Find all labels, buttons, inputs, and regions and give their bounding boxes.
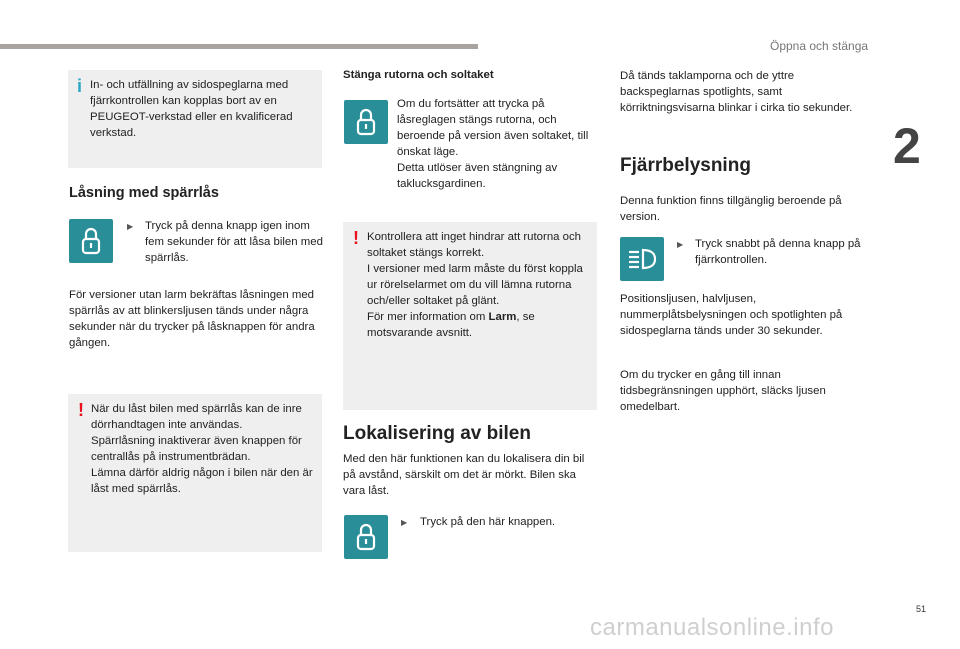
warning-line: I versioner med larm måste du först koppla ur rörelselarmet om du vill lämna rutorna och/eller soltaket på glänt. [367,263,583,307]
bullet-icon: ▶ [677,240,684,249]
windows-warning-text [367,229,593,341]
chapter-title: Öppna och stänga [770,39,869,53]
warning-line: Spärrlåsning inaktiverar även knappen för centrallås på instrumentbrädan. [91,435,302,463]
deadlock-bullet-text: Tryck på denna knapp igen inom fem sekunder för att låsa bilen med spärrlås. [145,220,323,264]
bullet-icon: ▶ [401,518,408,527]
lock-button-icon-1 [69,219,113,263]
lock-button-icon-2 [344,100,388,144]
locate-paragraph: Med den här funktionen kan du lokalisera din bil på avstånd, särskilt om det är mörkt. Bilen ska vara låst. [343,453,585,497]
warning-more-suffix: , se motsvarande avsnitt. [367,311,535,339]
locate-bullet-text: Tryck på den här knappen. [420,516,556,528]
headlight-icon [620,237,664,281]
text-line: Om du fortsätter att trycka på låsreglagen stängs rutorna, och beroende på version även soltaket, till önskat läge. [397,98,589,158]
chapter-number: 2 [893,118,921,174]
warning-line: Kontrollera att inget hindrar att rutorna och soltaket stängs korrekt. [367,231,582,259]
remote-lighting-cancel-paragraph: Om du trycker en gång till innan tidsbegränsningen upphört, släcks ljusen omedelbart. [620,369,826,413]
warning-icon: ! [78,400,84,420]
padlock-icon [69,219,113,263]
section-title-remote-lighting: Fjärrbelysning [620,155,751,176]
section-title-deadlock: Låsning med spärrlås [69,185,219,201]
info-icon: i [77,76,83,96]
page-number: 51 [916,604,927,614]
headlight-button-icon [620,237,664,281]
warning-line: Lämna därför aldrig någon i bilen när den är låst med spärrlås. [91,467,313,495]
warning-line: När du låst bilen med spärrlås kan de inre dörrhandtagen inte användas. [91,403,302,431]
remote-lighting-bullet-text: Tryck snabbt på denna knapp på fjärrkontrollen. [695,238,861,266]
section-title-locate: Lokalisering av bilen [343,423,531,444]
deadlock-paragraph: För versioner utan larm bekräftas låsningen med spärrlås av att blinkersljusen tänds under några sekunder när du trycker på låsknappen för andra gången. [69,289,315,349]
subheading-close-windows: Stänga rutorna och soltaket [343,69,494,81]
text-line: Detta utlöser även stängning av taklucksgardinen. [397,162,558,190]
info-note-text: In- och utfällning av sidospeglarna med fjärrkontrollen kan kopplas bort av en PEUGEOT-verkstad eller en kvalificerad verkstad. [90,79,293,139]
lock-button-icon-3 [344,515,388,559]
warning-more-line [367,309,593,341]
deadlock-warning-text [91,401,317,497]
close-windows-text [397,96,595,192]
bullet-icon: ▶ [127,222,134,231]
locate-result-text: Då tänds taklamporna och de yttre backspeglarnas spotlights, samt körriktningsvisarna blinkar i cirka tio sekunder. [620,70,853,114]
alarm-link-text: Larm [488,311,517,323]
padlock-icon [344,515,388,559]
top-rule [0,44,478,49]
remote-lighting-availability: Denna funktion finns tillgänglig beroende på version. [620,195,842,223]
warning-icon: ! [353,228,359,248]
watermark: carmanualsonline.info [590,614,834,641]
remote-lighting-paragraph: Positionsljusen, halvljusen, nummerplåtsbelysningen och spotlighten på sidospeglarna tänds under 30 sekunder. [620,293,843,337]
warning-more-prefix: För mer information om [367,311,489,323]
padlock-icon [344,100,388,144]
